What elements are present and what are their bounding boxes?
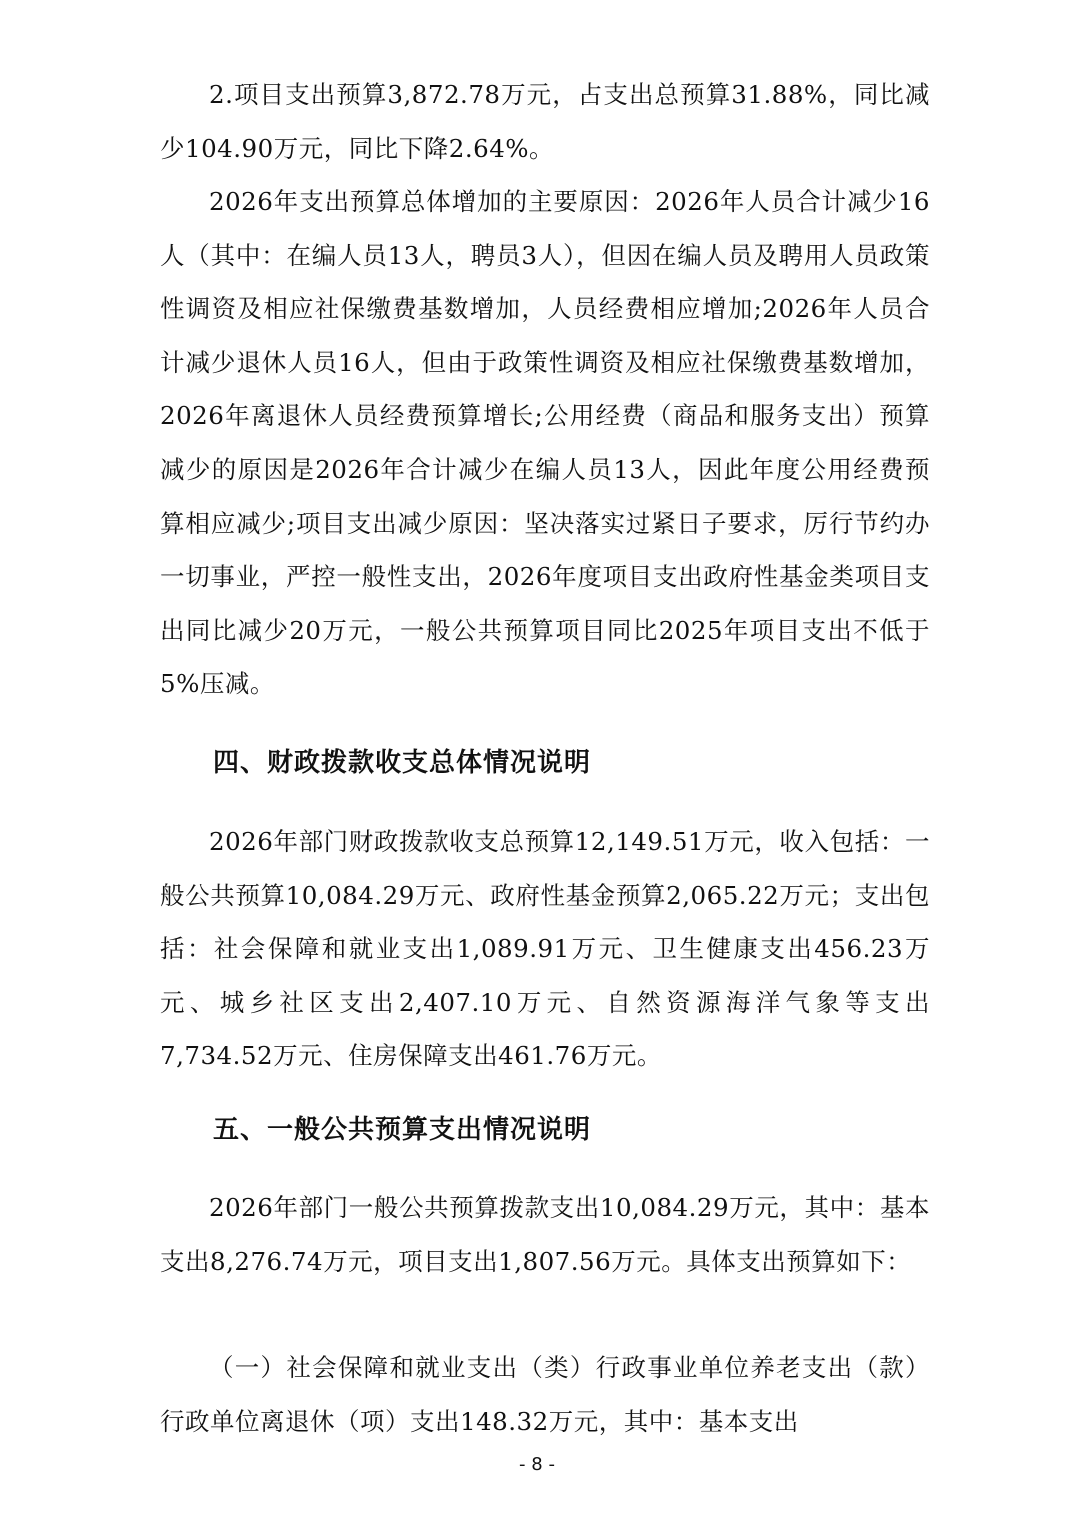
heading-section-five: 五、一般公共预算支出情况说明 (213, 1115, 592, 1145)
paragraph-general-budget: 2026年部门一般公共预算拨款支出10,084.29万元，其中：基本支出8,276.74万元，项目支出1,807.56万元。具体支出预算如下： (160, 1193, 930, 1276)
paragraph-project-expenditure: 2.项目支出预算3,872.78万元，占支出总预算31.88%，同比减少104.90万元，同比下降2.64%。 (160, 80, 930, 163)
heading-section-four: 四、财政拨款收支总体情况说明 (213, 748, 592, 778)
paragraph-fiscal-appropriation: 2026年部门财政拨款收支总预算12,149.51万元，收入包括：一般公共预算10,084.29万元、政府性基金预算2,065.22万元；支出包括：社会保障和就业支出1,089.91万元、卫生健康支出456.23万元、城乡社区支出2,407.10万元、自然资源海洋气象等支出7,734.52万元、住房保障支出461.76万元。 (160, 827, 930, 1071)
paragraph-social-security: （一）社会保障和就业支出（类）行政事业单位养老支出（款）行政单位离退休（项）支出148.32万元，其中：基本支出 (160, 1353, 930, 1436)
paragraph-increase-reasons: 2026年支出预算总体增加的主要原因：2026年人员合计减少16人（其中：在编人员13人，聘员3人），但因在编人员及聘用人员政策性调资及相应社保缴费基数增加，人员经费相应增加;2026年人员合计减少退休人员16人，但由于政策性调资及相应社保缴费基数增加，2026年离退休人员经费预算增长;公用经费（商品和服务支出）预算减少的原因是2026年合计减少在编人员13人，因此年度公用经费预算相应减少;项目支出减少原因：坚决落实过紧日子要求，厉行节约办一切事业，严控一般性支出，2026年度项目支出政府性基金类项目支出同比减少20万元，一般公共预算项目同比2025年项目支出不低于5%压减。 (160, 187, 930, 699)
page-number: - 8 - (519, 1454, 555, 1475)
